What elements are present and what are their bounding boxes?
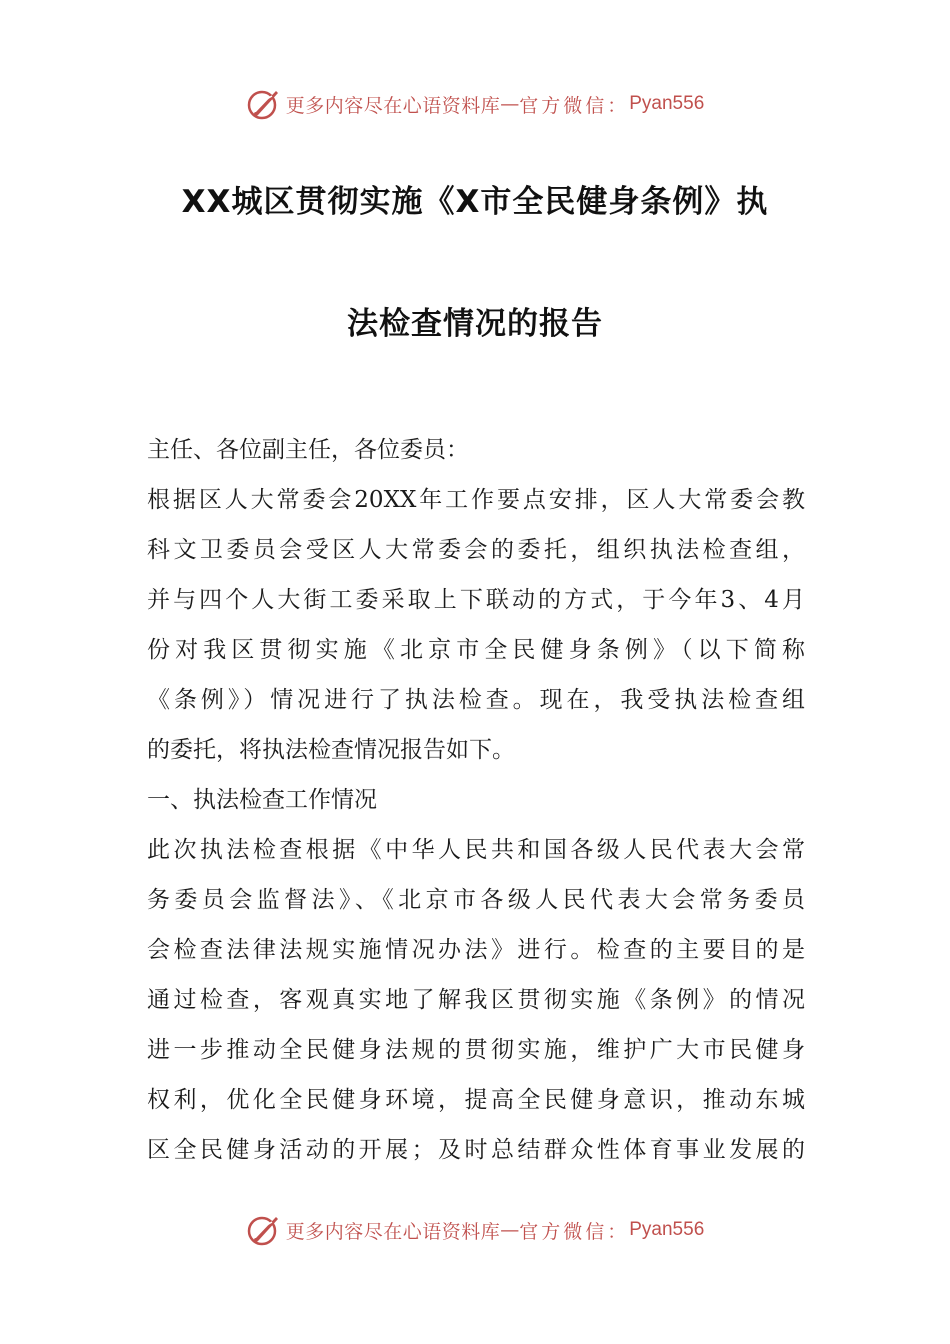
section-heading: 一、执法检查工作情况 (147, 787, 377, 813)
document-body (147, 425, 805, 1175)
watermark-banner-top (0, 84, 950, 124)
watermark-wechat-id: Pyan556 (629, 93, 705, 114)
body-line: 会检查法律法规实施情况办法》进行。检查的主要目的是 (147, 937, 805, 963)
body-line: 通过检查，客观真实地了解我区贯彻实施《条例》的情况 (147, 987, 805, 1013)
body-line: 科文卫委员会受区人大常委会的委托，组织执法检查组， (147, 537, 805, 563)
watermark-wechat-label: 官方微信： (519, 94, 630, 117)
watermark-banner-bottom (0, 1210, 950, 1250)
body-line: 份对我区贯彻实施《北京市全民健身条例》（以下简称 (147, 637, 805, 663)
document-title-line-1: XX城区贯彻实施《X市全民健身条例》执 (181, 184, 769, 220)
watermark-brand: 更多内容尽在心语资料库 (285, 94, 501, 117)
document-title-line-2: 法检查情况的报告 (347, 306, 603, 342)
watermark-separator: — (500, 1219, 520, 1241)
body-line: 《条例》）情况进行了执法检查。现在，我受执法检查组 (147, 687, 805, 713)
watermark-wechat-id: Pyan556 (629, 1219, 705, 1240)
body-line: 的委托，将执法检查情况报告如下。 (147, 737, 515, 763)
body-line: 根据区人大常委会20XX年工作要点安排，区人大常委会教 (147, 487, 805, 513)
body-line: 权利，优化全民健身环境，提高全民健身意识，推动东城 (147, 1087, 805, 1113)
body-line: 进一步推动全民健身法规的贯彻实施，维护广大市民健身 (147, 1037, 805, 1063)
body-line: 并与四个人大街工委采取上下联动的方式，于今年3、4月 (147, 587, 805, 613)
body-line: 务委员会监督法》、《北京市各级人民代表大会常务委员 (147, 887, 805, 913)
body-line: 此次执法检查根据《中华人民共和国各级人民代表大会常 (147, 837, 805, 863)
quill-logo-icon (246, 86, 282, 122)
salutation-line: 主任、各位副主任，各位委员： (147, 437, 469, 463)
watermark-separator: — (500, 93, 520, 115)
watermark-wechat-label: 官方微信： (519, 1220, 630, 1243)
quill-logo-icon (246, 1212, 282, 1248)
watermark-brand: 更多内容尽在心语资料库 (285, 1220, 501, 1243)
body-line: 区全民健身活动的开展；及时总结群众性体育事业发展的 (147, 1137, 805, 1163)
